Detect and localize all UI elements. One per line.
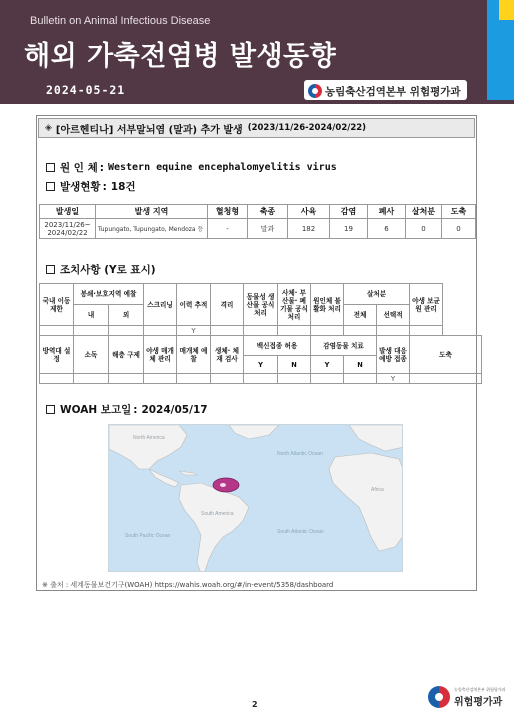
table-row bbox=[40, 374, 482, 384]
mark-cell bbox=[344, 374, 377, 384]
checkbox-square-icon bbox=[46, 163, 55, 172]
label-north-atlantic: North Atlantic Ocean bbox=[277, 451, 323, 457]
label-south-atlantic: South Atlantic Ocean bbox=[277, 529, 324, 535]
tracing: 이력 추적 bbox=[177, 284, 211, 326]
europe-landmass bbox=[349, 425, 403, 451]
col-header: 사육 bbox=[288, 205, 330, 219]
tracing-mark: Y bbox=[177, 326, 211, 336]
date-bar bbox=[0, 74, 500, 104]
source-note: ※ 출처 : 세계동물보건기구(WOAH) https://wahis.woah.org/#/in-event/5358/dashboard bbox=[42, 581, 334, 589]
footer-logo bbox=[428, 686, 506, 708]
agency-logo-icon bbox=[428, 686, 450, 708]
mark-cell bbox=[144, 374, 177, 384]
cull: 살처분 bbox=[344, 284, 410, 305]
quarantine: 격리 bbox=[211, 284, 244, 326]
greenland-landmass bbox=[229, 425, 279, 439]
mark-cell bbox=[311, 326, 344, 336]
label-north-america: North America bbox=[133, 435, 165, 441]
outbreak-table bbox=[39, 204, 476, 239]
vaccine-y: Y bbox=[244, 356, 278, 374]
label-africa: Africa bbox=[371, 487, 384, 493]
mark-cell bbox=[211, 374, 244, 384]
footer-org-small: 농림축산검역본부 위험평가과 bbox=[454, 686, 506, 692]
treat-y: Y bbox=[311, 356, 344, 374]
diamond-bullet-icon: ◈ bbox=[45, 123, 52, 133]
table-row bbox=[40, 326, 482, 336]
mark-cell bbox=[74, 326, 109, 336]
mark-cell bbox=[410, 326, 443, 336]
date-start: 2023/11/26~ bbox=[44, 220, 91, 229]
woah-row: WOAH 보고일 : 2024/05/17 bbox=[46, 402, 208, 417]
measures-row bbox=[46, 262, 156, 277]
central-america-landmass bbox=[149, 469, 179, 487]
official-carcass: 사체· 부산물· 폐기물 공식 처리 bbox=[278, 284, 311, 326]
mark-cell bbox=[40, 374, 74, 384]
table-header-row bbox=[40, 205, 476, 219]
col-header: 축종 bbox=[248, 205, 288, 219]
cull-all: 전체 bbox=[344, 305, 377, 326]
live-test: 생체· 체재 검사 bbox=[211, 336, 244, 374]
footer-org-big: 위험평가과 bbox=[454, 696, 503, 708]
vector-prevent: 매개체 예찰 bbox=[177, 336, 211, 374]
status-row: 발생현황 : 18건 bbox=[46, 179, 136, 194]
mark-cell bbox=[40, 326, 74, 336]
mark-cell bbox=[377, 326, 410, 336]
mark-cell bbox=[244, 326, 278, 336]
slaughter: 도축 bbox=[410, 336, 482, 374]
agency-logo-icon bbox=[308, 84, 322, 98]
zone-inside: 내 bbox=[74, 305, 109, 326]
vaccine-n: N bbox=[278, 356, 311, 374]
prevent-vacc-mark: Y bbox=[377, 374, 410, 384]
status-label: 발생현황 bbox=[60, 181, 101, 193]
col-header: 도축 bbox=[442, 205, 476, 219]
cause-row: 원 인 체 : Western equine encephalomyelitis virus bbox=[46, 160, 337, 175]
mark-cell bbox=[278, 374, 311, 384]
south-america-landmass bbox=[179, 483, 249, 572]
domestic-restrict: 국내 이동 제한 bbox=[40, 284, 74, 326]
mark-cell bbox=[211, 326, 244, 336]
inactivation: 원인체 불활화 처리 bbox=[311, 284, 344, 326]
vaccine-allowed: 백신접종 허용 bbox=[244, 336, 311, 356]
mark-cell bbox=[177, 374, 211, 384]
section-period: (2023/11/26-2024/02/22) bbox=[247, 123, 367, 133]
org-badge bbox=[304, 80, 467, 100]
checkbox-square-icon bbox=[46, 265, 55, 274]
checkbox-square-icon bbox=[46, 182, 55, 191]
table-row bbox=[40, 219, 476, 239]
org-name: 농림축산검역본부 위험평가과 bbox=[325, 85, 461, 98]
cull-selective: 선택적 bbox=[377, 305, 410, 326]
table-row bbox=[40, 284, 482, 305]
world-map-svg bbox=[109, 425, 403, 572]
caribbean-islands bbox=[179, 471, 197, 475]
mark-cell bbox=[109, 374, 144, 384]
mark-cell bbox=[410, 374, 482, 384]
status-value: 18건 bbox=[110, 181, 136, 193]
mark-cell bbox=[311, 374, 344, 384]
outbreak-date bbox=[40, 219, 96, 239]
outbreak-point bbox=[220, 483, 226, 487]
raised-count: 182 bbox=[288, 219, 330, 239]
page-number: 2 bbox=[252, 700, 258, 709]
col-header: 혈청형 bbox=[208, 205, 248, 219]
page-title: 해외 가축전염병 발생동향 bbox=[24, 41, 337, 72]
mark-cell bbox=[244, 374, 278, 384]
culled-count: 0 bbox=[406, 219, 442, 239]
slaughtered-count: 0 bbox=[442, 219, 476, 239]
measures-table bbox=[39, 283, 482, 384]
col-header: 폐사 bbox=[368, 205, 406, 219]
woah-value: 2024/05/17 bbox=[141, 403, 208, 416]
wildlife-mgmt: 야생 보균원 관리 bbox=[410, 284, 443, 326]
africa-landmass bbox=[329, 453, 403, 551]
north-america-landmass bbox=[109, 425, 187, 469]
section-title: [아르헨티나] 서부말뇌염 (말과) 추가 발생 bbox=[55, 124, 243, 136]
treatment: 감염동물 치료 bbox=[311, 336, 377, 356]
serotype: - bbox=[208, 219, 248, 239]
label-south-pacific: South Pacific Ocean bbox=[125, 533, 171, 539]
label-south-america: South America bbox=[201, 511, 234, 517]
official-products: 동물성 생산물 공식 처리 bbox=[244, 284, 278, 326]
infected-count: 19 bbox=[330, 219, 368, 239]
woah-label: WOAH 보고일 bbox=[60, 404, 132, 416]
mark-cell bbox=[144, 326, 177, 336]
mark-cell bbox=[74, 374, 109, 384]
col-header: 발생 지역 bbox=[96, 205, 208, 219]
pest-control: 해충 구제 bbox=[109, 336, 144, 374]
disinfect: 소독 bbox=[74, 336, 109, 374]
cause-value: Western equine encephalomyelitis virus bbox=[107, 162, 337, 173]
preventive-vaccination: 발생 대응 예방 접종 bbox=[377, 336, 410, 374]
mark-cell bbox=[344, 326, 377, 336]
date-end: 2024/02/22 bbox=[47, 228, 88, 237]
outbreak-region: Tupungato, Tupungato, Mendoza 등 bbox=[96, 219, 208, 239]
footer-org-text bbox=[454, 687, 506, 708]
col-header: 감염 bbox=[330, 205, 368, 219]
report-date: 2024-05-21 bbox=[46, 83, 126, 97]
section-title-bar bbox=[38, 118, 475, 138]
screening: 스크리닝 bbox=[144, 284, 177, 326]
corner-accent-yellow bbox=[499, 0, 514, 20]
checkbox-square-icon bbox=[46, 405, 55, 414]
species: 말과 bbox=[248, 219, 288, 239]
dead-count: 6 bbox=[368, 219, 406, 239]
col-header: 발생일 bbox=[40, 205, 96, 219]
measures-label: 조치사항 (Y로 표시) bbox=[60, 264, 156, 276]
mark-cell bbox=[109, 326, 144, 336]
barrier: 방역대 설정 bbox=[40, 336, 74, 374]
mark-cell bbox=[278, 326, 311, 336]
zone-outside: 외 bbox=[109, 305, 144, 326]
wild-vector-mgmt: 야생 매개체 관리 bbox=[144, 336, 177, 374]
table-row bbox=[40, 336, 482, 356]
bulletin-name: Bulletin on Animal Infectious Disease bbox=[30, 15, 211, 27]
cause-label: 원 인 체 bbox=[60, 162, 98, 174]
col-header: 살처분 bbox=[406, 205, 442, 219]
outbreak-map[interactable] bbox=[108, 424, 403, 572]
treat-n: N bbox=[344, 356, 377, 374]
zone-surveillance: 봉쇄·보호지역 예찰 bbox=[74, 284, 144, 305]
